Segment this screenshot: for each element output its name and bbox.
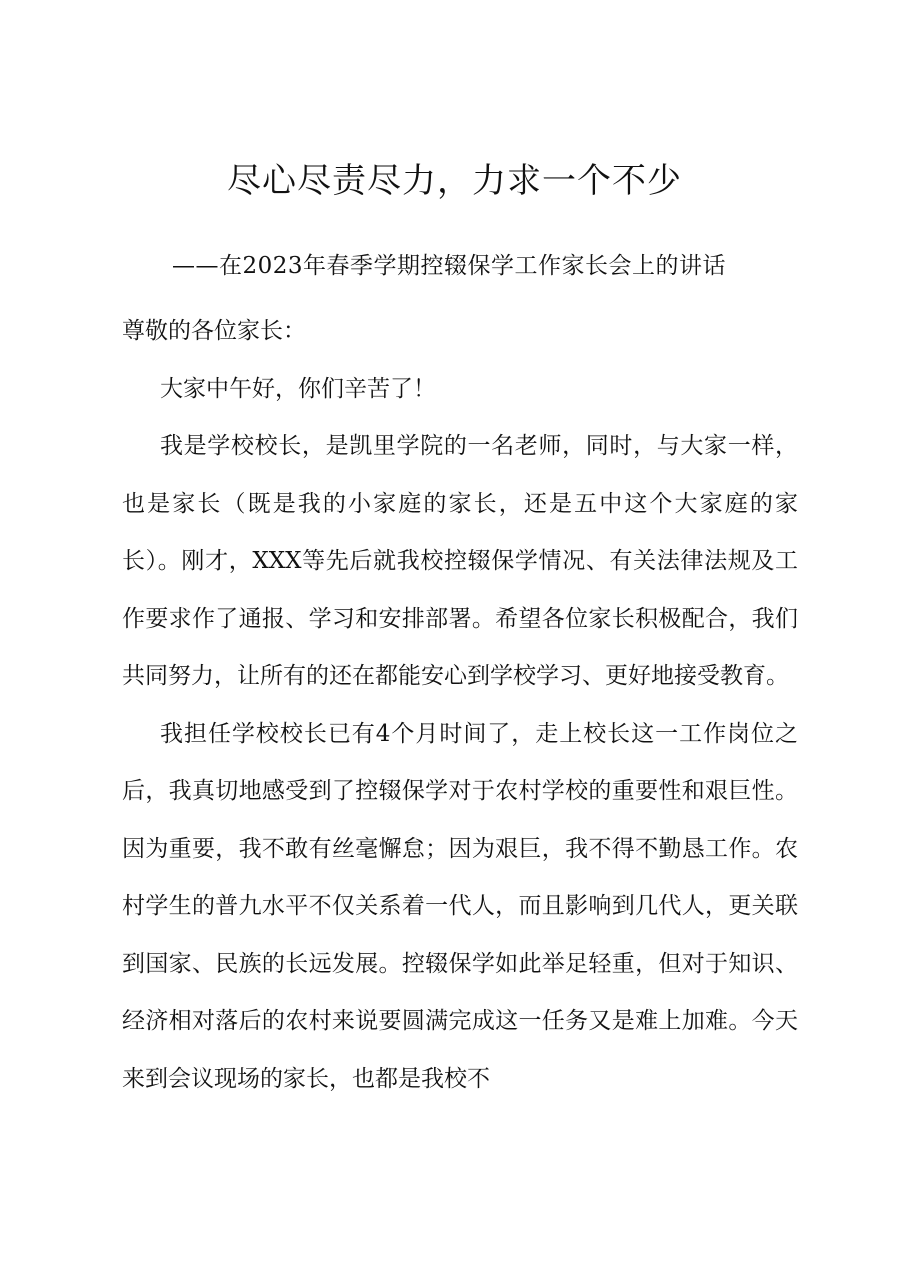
paragraph-greeting: 大家中午好，你们辛苦了！	[160, 375, 436, 402]
document-body	[122, 303, 798, 1108]
salutation: 尊敬的各位家长：	[122, 318, 306, 344]
paragraph-introduction: 我是学校校长，是凯里学院的一名老师，同时，与大家一样，也是家长（既是我的小家庭的家长，还是五中这个大家庭的家长）。刚才，XXX等先后就我校控辍保学情况、有关法律法规及工作要求作了通报、学习和安排部署。希望各位家长积极配合，我们共同努力，让所有的还在都能安心到学校学习、更好地接受教育。	[122, 433, 798, 689]
paragraph-experience: 我担任学校校长已有4个月时间了，走上校长这一工作岗位之后，我真切地感受到了控辍保学对于农村学校的重要性和艰巨性。因为重要，我不敢有丝毫懈怠；因为艰巨，我不得不勤恳工作。农村学生的普九水平不仅关系着一代人，而且影响到几代人，更关联到国家、民族的长远发展。控辍保学如此举足轻重，但对于知识、经济相对落后的农村来说要圆满完成这一任务又是难上加难。今天来到会议现场的家长，也都是我校不	[122, 720, 798, 1092]
document-title: 尽心尽责尽力，力求一个不少	[227, 161, 682, 201]
document-subtitle: ——在2023年春季学期控辍保学工作家长会上的讲话	[172, 253, 727, 279]
